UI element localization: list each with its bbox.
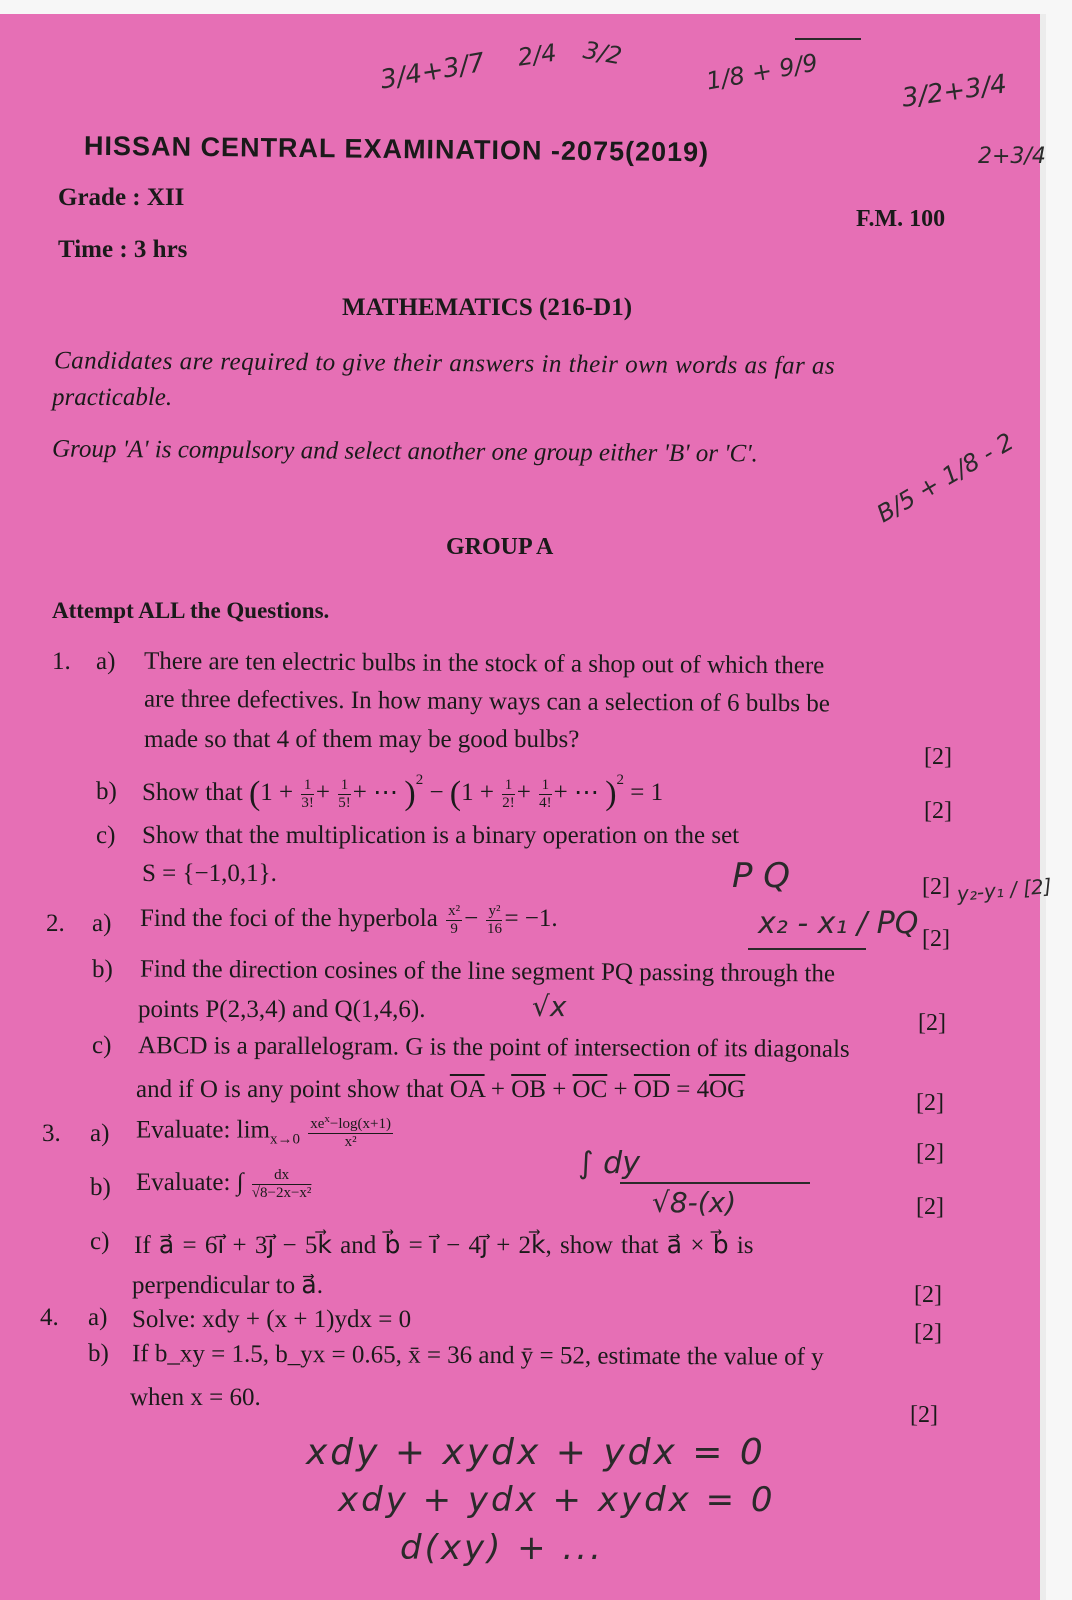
- paren-open: (: [248, 775, 261, 812]
- q3-number: 3.: [42, 1120, 61, 1147]
- handwritten-note-6: 2+3/4: [978, 144, 1046, 169]
- handwritten-note-4: 1/8 + 9/9: [704, 48, 820, 96]
- q4b-line1: If b_xy = 1.5, b_yx = 0.65, x̄ = 36 and ȳ = 52, estimate the value of y: [131, 1340, 824, 1371]
- instruction-1b: practicable.: [52, 384, 173, 411]
- q2c-label: c): [92, 1032, 112, 1059]
- instruction-2: Group 'A' is compulsory and select another one group either 'B' or 'C'.: [51, 435, 758, 468]
- paren-close: ): [605, 775, 617, 812]
- q3a-text: Evaluate: $\lim_{x\to 0}$ $\frac{xe^x-\log(x+1)}{\text{x²}}$: [136, 1113, 391, 1150]
- fraction: $\frac{dx}{\text{√8−2x−x²}}$: [251, 1167, 312, 1201]
- q1b-marks: [2]: [924, 798, 952, 824]
- q2a-prefix: Find the foci of the hyperbola: [140, 905, 438, 933]
- handwritten-note-10: x₂ - x₁ / PQ: [758, 906, 919, 941]
- q3b-text: Evaluate: ∫ $\frac{dx}{\text{√8−2x−x²}}$: [136, 1167, 312, 1201]
- fraction: $\frac{1}{5!}$: [338, 776, 351, 811]
- handwritten-note-12: ∫ dy: [578, 1146, 640, 1181]
- q1a-marks: [2]: [924, 744, 952, 770]
- q3a-label: a): [90, 1120, 110, 1147]
- group-heading: GROUP A: [446, 534, 554, 560]
- handwritten-note-9: y₂-y₁ / [2]: [956, 873, 1053, 906]
- exam-title: HISSAN CENTRAL EXAMINATION -2075(2019): [83, 130, 710, 168]
- handwritten-note-2: 2/4: [516, 38, 559, 72]
- q2b-line2: points P(2,3,4) and Q(1,4,6).: [138, 996, 426, 1023]
- fraction: $\frac{\text{x²}}{9}$: [448, 903, 461, 937]
- q3b-prefix: Evaluate:: [136, 1169, 231, 1197]
- handwritten-stroke: [795, 38, 861, 40]
- paren-open: (: [449, 775, 462, 812]
- q1a-line1: There are ten electric bulbs in the stock of a shop out of which there: [143, 647, 825, 680]
- fraction: $\frac{xe^x-\log(x+1)}{\text{x²}}$: [310, 1113, 391, 1150]
- q1a-line2: are three defectives. In how many ways can a selection of 6 bulbs be: [143, 685, 830, 718]
- q2a-marks: [2]: [922, 926, 950, 952]
- q1c-marks: [2]: [922, 874, 950, 900]
- q3c-line1: If a⃗ = 6i⃗ + 3j⃗ − 5k⃗ and b⃗ = i⃗ − 4j⃗ + 2k⃗, show that a⃗ × b⃗ is: [134, 1232, 754, 1259]
- q1c-label: c): [96, 822, 116, 849]
- handwritten-fraction-bar: [620, 1182, 810, 1184]
- handwritten-note-13: √8-(x): [652, 1186, 737, 1219]
- q3c-line2: perpendicular to a⃗.: [132, 1272, 323, 1299]
- handwritten-note-3: 3/2: [581, 36, 625, 71]
- q3b-marks: [2]: [916, 1194, 944, 1220]
- handwritten-work-1: xdy + xydx + ydx = 0: [306, 1432, 766, 1473]
- q2c-line2: and if O is any point show that $\overline{OA} + \overline{OB} + \overline{OC} + \overline{OD} = 4\overline{OG}$: [136, 1076, 746, 1103]
- handwritten-fraction-bar: [748, 948, 866, 950]
- q2c-marks: [2]: [916, 1090, 944, 1116]
- q4-number: 4.: [40, 1304, 59, 1331]
- q1b-label: b): [96, 778, 117, 805]
- q3a-prefix: Evaluate: lim: [136, 1116, 270, 1144]
- q3a-marks: [2]: [916, 1140, 944, 1166]
- group-instruction: Attempt ALL the Questions.: [52, 598, 330, 623]
- time-label: Time : 3 hrs: [58, 236, 188, 263]
- q2b-line1: Find the direction cosines of the line segment PQ passing through the: [139, 955, 836, 988]
- subject-title: MATHEMATICS (216-D1): [342, 294, 633, 321]
- q3c-marks: [2]: [914, 1282, 942, 1308]
- full-marks: F.M. 100: [856, 206, 946, 232]
- fraction: $\frac{\text{y²}}{16}$: [486, 903, 502, 937]
- q1c-line1: Show that the multiplication is a binary operation on the set: [142, 822, 740, 849]
- instruction-1a: Candidates are required to give their answers in their own words as far as: [53, 347, 836, 380]
- q2-number: 2.: [46, 910, 65, 937]
- fraction: $\frac{1}{2!}$: [502, 776, 515, 811]
- q3c-label: c): [90, 1228, 110, 1255]
- q2b-label: b): [92, 956, 113, 983]
- q3b-label: b): [90, 1174, 111, 1201]
- q4a-text: Solve: xdy + (x + 1)ydx = 0: [132, 1306, 412, 1333]
- handwritten-work-2: xdy + ydx + xydx = 0: [338, 1480, 776, 1520]
- q4a-label: a): [88, 1304, 108, 1331]
- handwritten-note-11: √x: [532, 990, 567, 1023]
- handwritten-work-3: d(xy) + ...: [400, 1528, 604, 1568]
- handwritten-note-8: P Q: [732, 856, 791, 896]
- q2c-prefix: and if O is any point show that: [136, 1076, 444, 1103]
- handwritten-note-7: B/5 + 1/8 - 2: [872, 427, 1019, 529]
- fraction: $\frac{1}{3!}$: [301, 776, 314, 811]
- q4a-marks: [2]: [914, 1320, 942, 1346]
- grade-label: Grade : XII: [58, 184, 185, 211]
- handwritten-note-5: 3/2+3/4: [900, 69, 1009, 114]
- q1c-line2: S = {−1,0,1}.: [142, 860, 277, 887]
- q2a-label: a): [92, 910, 112, 937]
- q4b-line2: when x = 60.: [130, 1384, 261, 1411]
- handwritten-note-1: 3/4+3/7: [378, 47, 488, 96]
- q2b-marks: [2]: [918, 1010, 946, 1036]
- exam-paper: [0, 14, 1053, 1600]
- q4b-label: b): [88, 1340, 109, 1367]
- q1b-prefix: Show that: [142, 779, 243, 806]
- q1-number: 1.: [52, 648, 71, 675]
- fraction: $\frac{1}{4!}$: [539, 776, 552, 811]
- q4b-marks: [2]: [910, 1402, 938, 1428]
- q1a-label: a): [96, 648, 116, 675]
- paren-close: ): [404, 775, 416, 812]
- q1a-line3: made so that 4 of them may be good bulbs?: [144, 726, 580, 753]
- q1b-text: Show that (1 + $\frac{1}{3!}$ + $\frac{1}{5!}$ + ⋯ )$^2$ − (1 + $\frac{1}{2!}$ + $\frac{1}{4!}$ + ⋯ )$^2$ = 1: [142, 772, 664, 812]
- q2a-text: Find the foci of the hyperbola $\frac{\text{x²}}{9}$ − $\frac{\text{y²}}{16}$ = −1.: [140, 903, 558, 937]
- q2c-line1: ABCD is a parallelogram. G is the point of intersection of its diagonals: [137, 1032, 850, 1063]
